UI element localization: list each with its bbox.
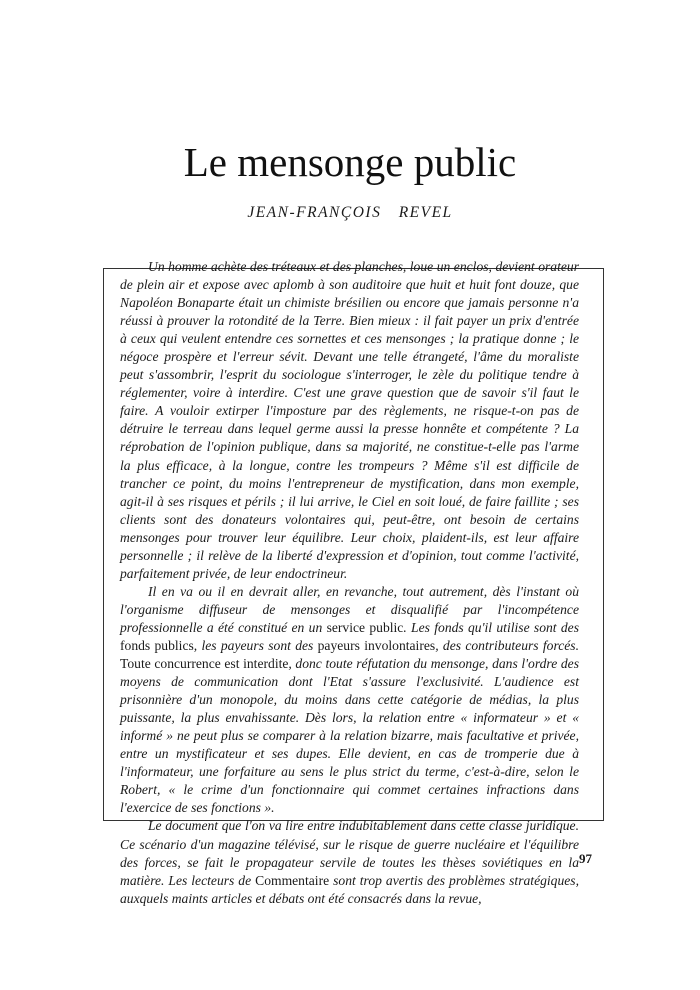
roman-text-run: fonds publics [120,637,194,653]
roman-text-run: Commentaire [255,872,330,888]
italic-text-run: Il en va ou il en devrait aller, en revanche, tout autrement, dès l'instant où l'organisme diffuseur de mensonges et disqualifié par l'incompétence professionnelle a été constitué en un [120,583,579,635]
author-name: JEAN-FRANÇOIS REVEL [247,204,453,221]
paragraph [120,817,579,907]
roman-text-run: service public [326,619,404,635]
italic-text-run: , des contributeurs forcés. [435,637,579,653]
article-body [120,258,579,908]
paragraph [120,583,579,818]
roman-text-run: Toute concurrence est interdite [120,656,289,672]
italic-text-run: Un homme achète des tréteaux et des planches, loue un enclos, devient orateur de plein air et expose avec aplomb à son auditoire que huit et huit font douze, que Napoléon Bonaparte était un chimiste brésilien ou encore que jamais personne n'a réussi à prouver la rotondité de la Terre. Bien mieux : il fait payer un prix d'entrée à ceux qui veulent entendre ces sornettes et ces mensonges ; la pratique donne ; le négoce prospère et l'erreur sévit. Devant une telle étrangeté, l'âme du moraliste peut s'assombrir, l'esprit du sociologue s'interroger, le zèle du politique tendre à réglementer, voire à interdire. C'est une grave question que de savoir s'il faut le faire. A vouloir extirper l'imposture par des règlements, ne risque-t-on pas de détruire le terreau dans lequel germe aussi la presse honnête et compétente ? La réprobation de l'opinion publique, dans sa majorité, ne constitue-t-elle pas l'arme la plus efficace, à la longue, contre les trompeurs ? Même s'il est difficile de trancher ce point, du moins l'entrepreneur de mystification, dans mon exemple, agit-il à ses risques et périls ; il lui arrive, le Ciel en soit loué, de faire faillite ; ses clients sont des donateurs volontaires qui, peut-être, ont besoin de certains mensonges pour trouver leur équilibre. Leur choix, plaident-ils, est leur affaire personnelle ; il relève de la liberté d'expression et d'opinion, tout comme l'activité, parfaitement privée, de leur endoctrineur. [120,259,579,581]
paragraph [120,258,579,583]
italic-text-run: . Les fonds qu'il utilise sont des [403,619,579,635]
italic-text-run: Le document que l'on va lire entre indubitablement dans cette classe juridique. Ce scénario d'un magazine télévisé, sur le risque de guerre nucléaire et l'équilibre des forces, se fait le propagateur servile de toutes les thèses soviétiques en la matière. Les lecteurs de [120,818,579,888]
italic-text-run: , les payeurs sont des [193,637,318,653]
italic-text-run: , donc toute réfutation du mensonge, dans l'ordre des moyens de communication dont l'Etat s'assure l'exclusivité. L'audience est prisonnière d'un monopole, du moins dans cette catégorie de médias, la plus puissante, la plus envahissante. Dès lors, la relation entre « informateur » et « informé » ne peut plus se comparer à la relation bizarre, mais facultative et privée, entre un mystificateur et ses dupes. Elle devient, en cas de tromperie due à l'informateur, une forfaiture au sens le plus strict du terme, c'est-à-dire, selon le Robert, « le crime d'un fonctionnaire qui commet certaines infractions dans l'exercice de ses fonctions ». [120,656,579,816]
roman-text-run: payeurs involontaires [317,637,436,653]
italic-text-run: sont trop avertis des problèmes stratégiques, auxquels maints articles et débats ont été consacrés dans la revue, [120,872,580,906]
page-number: 97 [579,851,592,866]
article-title: Le mensonge public [183,139,517,185]
